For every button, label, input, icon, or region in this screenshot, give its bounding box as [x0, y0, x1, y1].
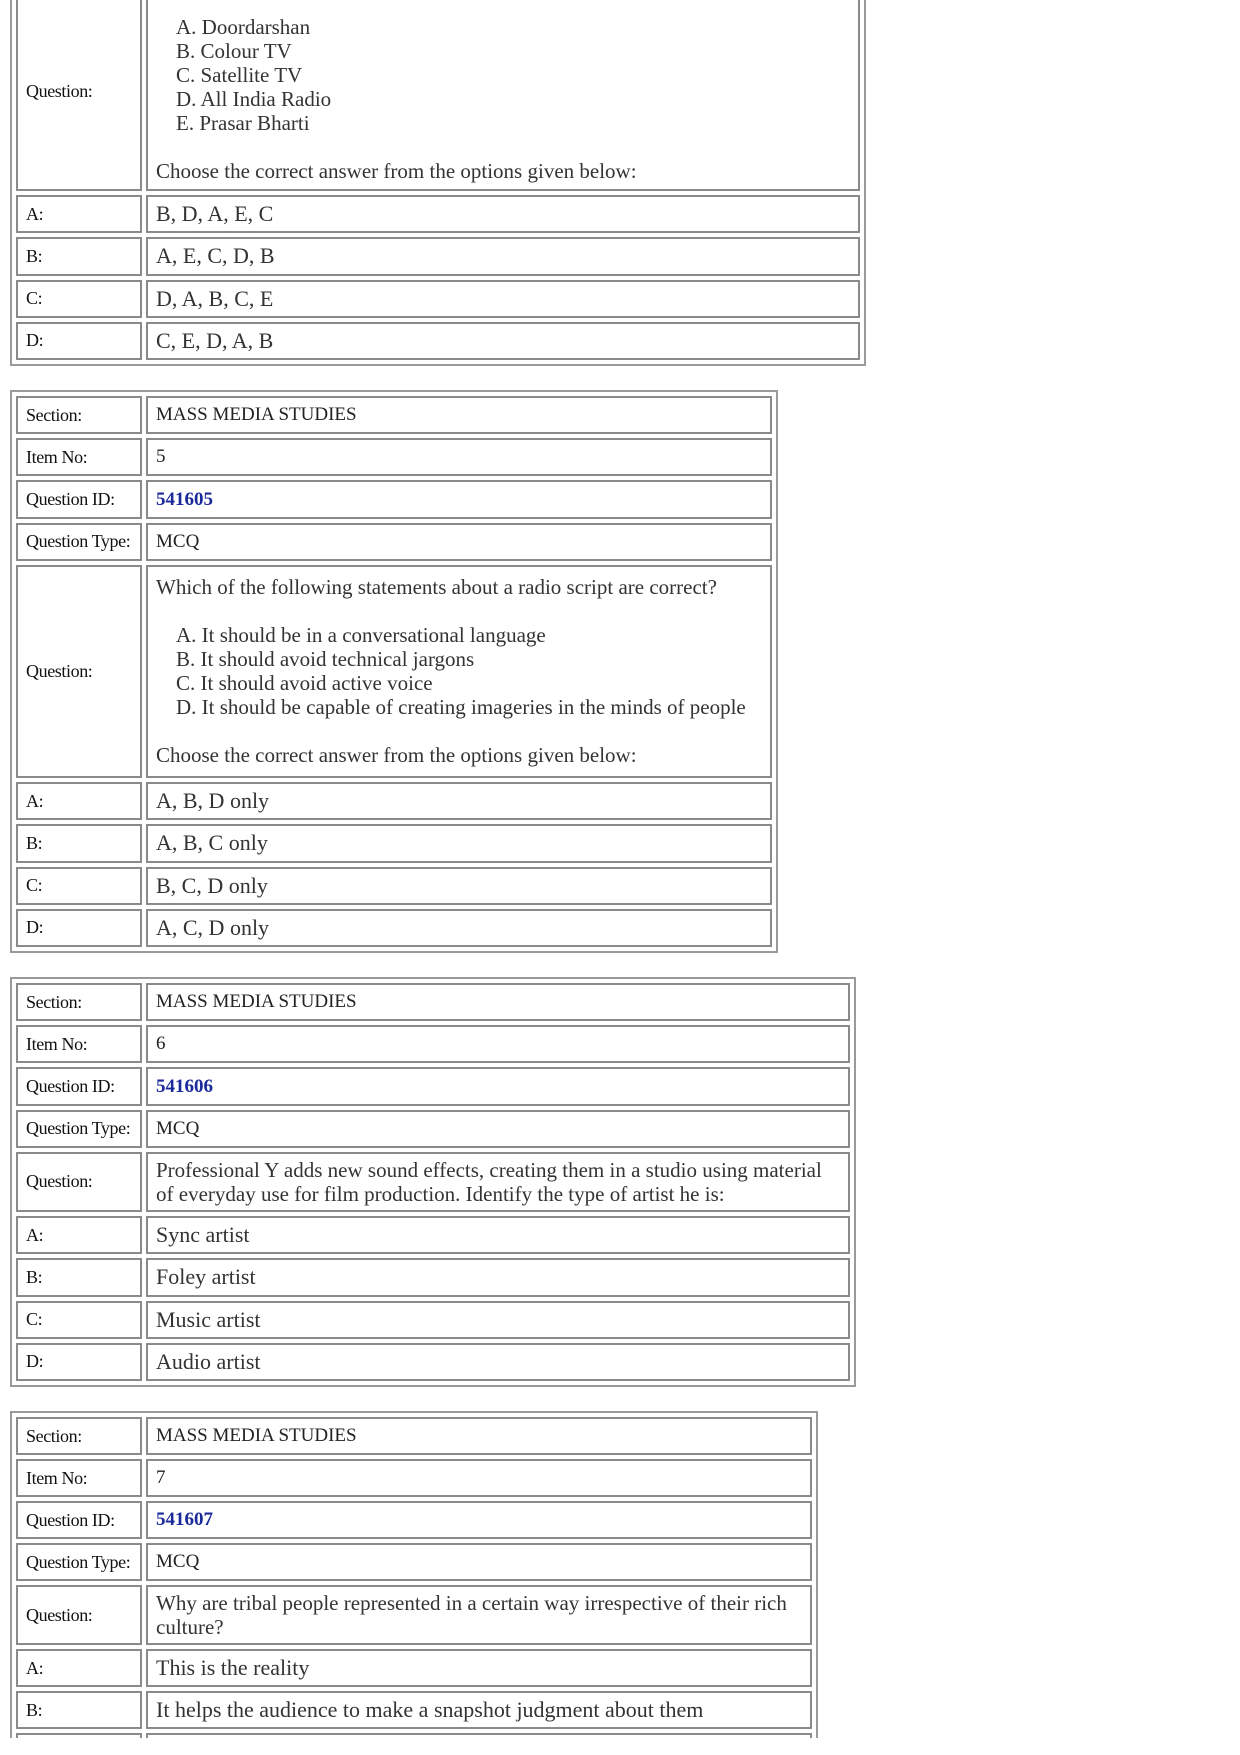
item-no-value: 7	[146, 1459, 812, 1497]
statement-item: B. It should avoid technical jargons	[176, 647, 475, 672]
option-a-label: A:	[16, 1216, 142, 1254]
option-b-text: Foley artist	[146, 1258, 850, 1296]
question-type-label: Question Type:	[16, 1543, 142, 1581]
option-a-text: Sync artist	[146, 1216, 850, 1254]
section-label: Section:	[16, 983, 142, 1021]
option-d-label: D:	[16, 1343, 142, 1381]
question-label: Question:	[16, 565, 142, 778]
option-c-label: C:	[16, 280, 142, 318]
section-label: Section:	[16, 396, 142, 434]
statement-list	[156, 623, 762, 719]
option-a-text: This is the reality	[146, 1649, 812, 1687]
question-type-value: MCQ	[146, 523, 772, 561]
question-type-label: Question Type:	[16, 1110, 142, 1148]
question-table-5	[10, 390, 778, 953]
question-text: Why are tribal people represented in a certain way irrespective of their rich culture?	[146, 1585, 812, 1645]
question-id-link: 541605	[156, 488, 213, 510]
option-d-text: C, E, D, A, B	[146, 322, 860, 360]
section-value: MASS MEDIA STUDIES	[146, 396, 772, 434]
question-type-value: MCQ	[146, 1543, 812, 1581]
option-a-label: A:	[16, 782, 142, 820]
item-no-label: Item No:	[16, 1459, 142, 1497]
question-text: Professional Y adds new sound effects, creating them in a studio using material of everyday use for film production. Identify the type of artist he is:	[146, 1152, 850, 1212]
question-type-label: Question Type:	[16, 523, 142, 561]
question-id-value	[146, 1067, 850, 1105]
question-label: Question:	[16, 1152, 142, 1212]
question-table-7	[10, 1411, 818, 1738]
option-a-label: A:	[16, 1649, 142, 1687]
option-a-label: A:	[16, 195, 142, 233]
option-c-text: B, C, D only	[146, 867, 772, 905]
question-table-6	[10, 977, 856, 1387]
statement-item: A. Doordarshan	[176, 15, 311, 40]
question-id-value	[146, 480, 772, 518]
question-7-clip	[0, 1411, 1240, 1738]
option-b-text: A, E, C, D, B	[146, 237, 860, 275]
option-b-label: B:	[16, 237, 142, 275]
question-type-value: MCQ	[146, 1110, 850, 1148]
question-id-link: 541607	[156, 1509, 213, 1530]
option-d-text: Audio artist	[146, 1343, 850, 1381]
option-c-text	[146, 1733, 812, 1738]
statement-item: C. Satellite TV	[176, 63, 303, 88]
question-id-label: Question ID:	[16, 1501, 142, 1539]
choose-instruction: Choose the correct answer from the options given below:	[156, 743, 637, 768]
item-no-value: 5	[146, 438, 772, 476]
option-b-text: A, B, C only	[146, 824, 772, 862]
question-label: Question:	[16, 1585, 142, 1645]
option-b-text: It helps the audience to make a snapshot judgment about them	[146, 1691, 812, 1729]
statement-item: C. It should avoid active voice	[176, 671, 433, 696]
option-d-label: D:	[16, 322, 142, 360]
statement-item: A. It should be in a conversational language	[176, 623, 546, 648]
statement-list	[156, 15, 850, 135]
question-id-value	[146, 1501, 812, 1539]
statement-item: E. Prasar Bharti	[176, 111, 310, 136]
option-c-text: D, A, B, C, E	[146, 280, 860, 318]
item-no-label: Item No:	[16, 438, 142, 476]
question-id-label: Question ID:	[16, 480, 142, 518]
question-id-label: Question ID:	[16, 1067, 142, 1105]
option-c-label	[16, 1733, 142, 1738]
option-a-text: B, D, A, E, C	[146, 195, 860, 233]
statement-item: D. All India Radio	[176, 87, 332, 112]
question-id-link: 541606	[156, 1075, 213, 1097]
option-b-label: B:	[16, 824, 142, 862]
option-d-label: D:	[16, 909, 142, 947]
option-c-label: C:	[16, 1301, 142, 1339]
question-stem: Which of the following statements about a radio script are correct?	[156, 575, 717, 600]
question-table-4	[10, 0, 866, 366]
choose-instruction: Choose the correct answer from the options given below:	[156, 159, 637, 184]
option-a-text: A, B, D only	[146, 782, 772, 820]
question-text	[146, 565, 772, 778]
option-b-label: B:	[16, 1258, 142, 1296]
item-no-label: Item No:	[16, 1025, 142, 1063]
section-value: MASS MEDIA STUDIES	[146, 1417, 812, 1455]
statement-item: D. It should be capable of creating imageries in the minds of people	[176, 695, 746, 720]
section-label: Section:	[16, 1417, 142, 1455]
question-label: Question:	[16, 0, 142, 191]
option-b-label: B:	[16, 1691, 142, 1729]
item-no-value: 6	[146, 1025, 850, 1063]
statement-item: B. Colour TV	[176, 39, 292, 64]
section-value: MASS MEDIA STUDIES	[146, 983, 850, 1021]
option-c-label: C:	[16, 867, 142, 905]
option-d-text: A, C, D only	[146, 909, 772, 947]
option-c-text: Music artist	[146, 1301, 850, 1339]
question-text	[146, 0, 860, 191]
